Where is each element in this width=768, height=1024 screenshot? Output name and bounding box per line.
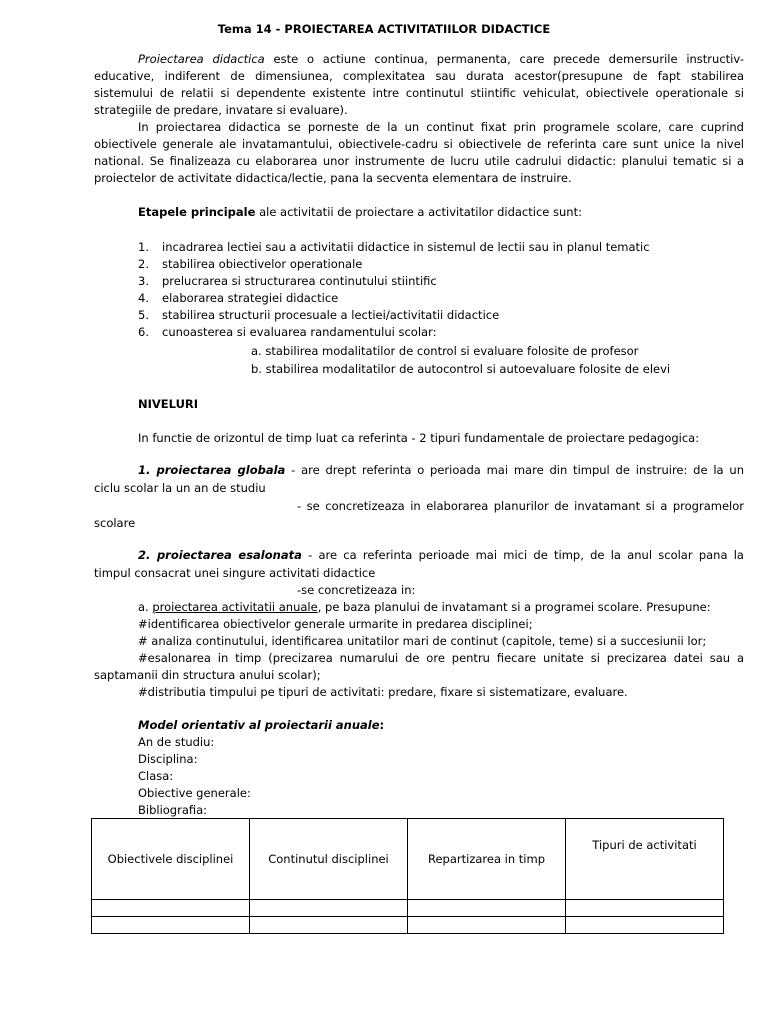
hash-item: # analiza continutului, identificarea unitatilor mari de continut (capitole, teme) si a succesiunii lor; [138, 634, 707, 648]
list-text: cunoasterea si evaluarea randamentului scolar: [162, 325, 437, 339]
intro-p2-line4: proiectelor de activitate didactica/lectie, pana la secventa elementara de instruire. [94, 171, 572, 185]
anual-prefix: a. [138, 600, 153, 614]
globala-line3: - se concretizeaza in elaborarea planurilor de invatamant si a programelor [297, 499, 744, 513]
table-header-cell: Continutul disciplinei [250, 819, 408, 900]
list-text: elaborarea strategiei didactice [162, 291, 339, 305]
intro-p1-text: este o actiune continua, permanenta, care precede demersurile instructiv- [264, 52, 745, 66]
table-cell [408, 900, 566, 917]
table-header-cell: Obiectivele disciplinei [92, 819, 250, 900]
list-number: 2. [138, 257, 149, 271]
list-text: stabilirea modalitatilor de autocontrol si autoevaluare folosite de elevi [265, 362, 671, 376]
intro-p2-line1: In proiectarea didactica se porneste de la un continut fixat prin programele scolare, care cuprind [138, 120, 744, 134]
list-text: stabilirea modalitatilor de control si evaluare folosite de profesor [265, 344, 639, 358]
intro-p2-line2: obiectivele generale ale invatamantului, obiectivele-cadru si obiectivele de referinta care sunt unice la nivel [94, 137, 744, 151]
intro-p2-line3: national. Se finalizeaza cu elaborarea unor instrumente de lucru utile cadrului didactic: planului tematic si a [94, 154, 744, 168]
esalonata-line3: -se concretizeaza in: [297, 583, 416, 597]
table-cell [408, 917, 566, 934]
list-number: a. [251, 344, 262, 358]
list-item [138, 325, 768, 340]
anual-line [138, 600, 768, 615]
model-field: Bibliografia: [138, 803, 208, 817]
intro-p1-lead: Proiectarea didactica [138, 52, 265, 66]
model-field: Clasa: [138, 769, 174, 783]
table-row [92, 917, 724, 934]
page-title: Tema 14 - PROIECTAREA ACTIVITATIILOR DIDACTICE [217, 22, 551, 36]
table-row [92, 900, 724, 917]
table-cell [92, 900, 250, 917]
globala-line1 [138, 463, 744, 478]
intro-p1-line4: strategiile de predare, invatare si evaluare). [94, 103, 348, 117]
esalonata-text: - are ca referinta perioade mai mici de timp, de la anul scolar pana la [301, 548, 744, 562]
list-number: b. [251, 362, 262, 376]
sub-list-item [251, 344, 768, 359]
list-text: stabilirea structurii procesuale a lectiei/activitatii didactice [162, 308, 500, 322]
esalonata-line1 [138, 548, 744, 563]
model-field: Disciplina: [138, 752, 198, 766]
list-item [138, 274, 768, 289]
list-number: 6. [138, 325, 149, 339]
planning-table [91, 818, 724, 934]
globala-line2: ciclu scolar la un an de studiu [94, 481, 266, 495]
anual-rest: , pe baza planului de invatamant si a programei scolare. Presupune: [317, 600, 711, 614]
list-item [138, 291, 768, 306]
list-text: stabilirea obiectivelor operationale [162, 257, 363, 271]
intro-p1-line1 [138, 52, 744, 67]
section-heading-niveluri: NIVELURI [138, 397, 199, 411]
table-cell [92, 917, 250, 934]
list-item [138, 240, 768, 255]
model-field: Obiective generale: [138, 786, 251, 800]
esalonata-lead: 2. proiectarea esalonata [138, 548, 302, 562]
list-text: incadrarea lectiei sau a activitatii didactice in sistemul de lectii sau in planul tematic [162, 240, 650, 254]
hash-item: #identificarea obiectivelor generale urmarite in predarea disciplinei; [138, 617, 533, 631]
sub-list-item [251, 362, 768, 377]
hash-item: #esalonarea in timp (precizarea numarului de ore pentru fiecare unitate si precizarea datei sau a [138, 651, 744, 665]
hash-item-cont: saptamanii din structura anului scolar); [94, 668, 321, 682]
list-number: 1. [138, 240, 149, 254]
model-heading-colon: : [379, 718, 385, 732]
niveluri-intro: In functie de orizontul de timp luat ca referinta - 2 tipuri fundamentale de proiectare pedagogica: [138, 431, 700, 445]
table-header-cell: Repartizarea in timp [408, 819, 566, 900]
table-cell [250, 900, 408, 917]
list-number: 5. [138, 308, 149, 322]
etape-lead: Etapele principale [138, 205, 256, 219]
model-field: An de studiu: [138, 735, 215, 749]
table-cell [566, 900, 724, 917]
globala-text: - are drept referinta o perioada mai mare din timpul de instruire: de la un [285, 463, 744, 477]
table-header-cell: Tipuri de activitati [566, 819, 724, 900]
etape-rest: ale activitatii de proiectare a activitatilor didactice sunt: [255, 205, 582, 219]
table-cell [566, 917, 724, 934]
esalonata-line2: timpul consacrat unei singure activitati didactice [94, 566, 376, 580]
globala-lead: 1. proiectarea globala [138, 463, 286, 477]
table-header-row [92, 819, 724, 900]
intro-p1-line3: sistemului de relatii si dependente existente intre continutul stiintific vehiculat, obiectivele operationale si [94, 86, 744, 100]
globala-line4: scolare [94, 516, 136, 530]
list-item [138, 257, 768, 272]
list-number: 4. [138, 291, 149, 305]
list-text: prelucrarea si structurarea continutului stiintific [162, 274, 437, 288]
table-cell [250, 917, 408, 934]
intro-p1-line2: educative, indiferent de dimensiunea, complexitatea sau durata acestor(presupune de fapt stabilirea [94, 69, 744, 83]
list-number: 3. [138, 274, 149, 288]
hash-item: #distributia timpului pe tipuri de activitati: predare, fixare si sistematizare, evaluare. [138, 685, 628, 699]
model-heading-text: Model orientativ al proiectarii anuale [138, 718, 380, 732]
anual-underlined: proiectarea activitatii anuale [152, 600, 318, 614]
list-item [138, 308, 768, 323]
etape-intro [138, 205, 768, 220]
model-heading [138, 718, 768, 733]
